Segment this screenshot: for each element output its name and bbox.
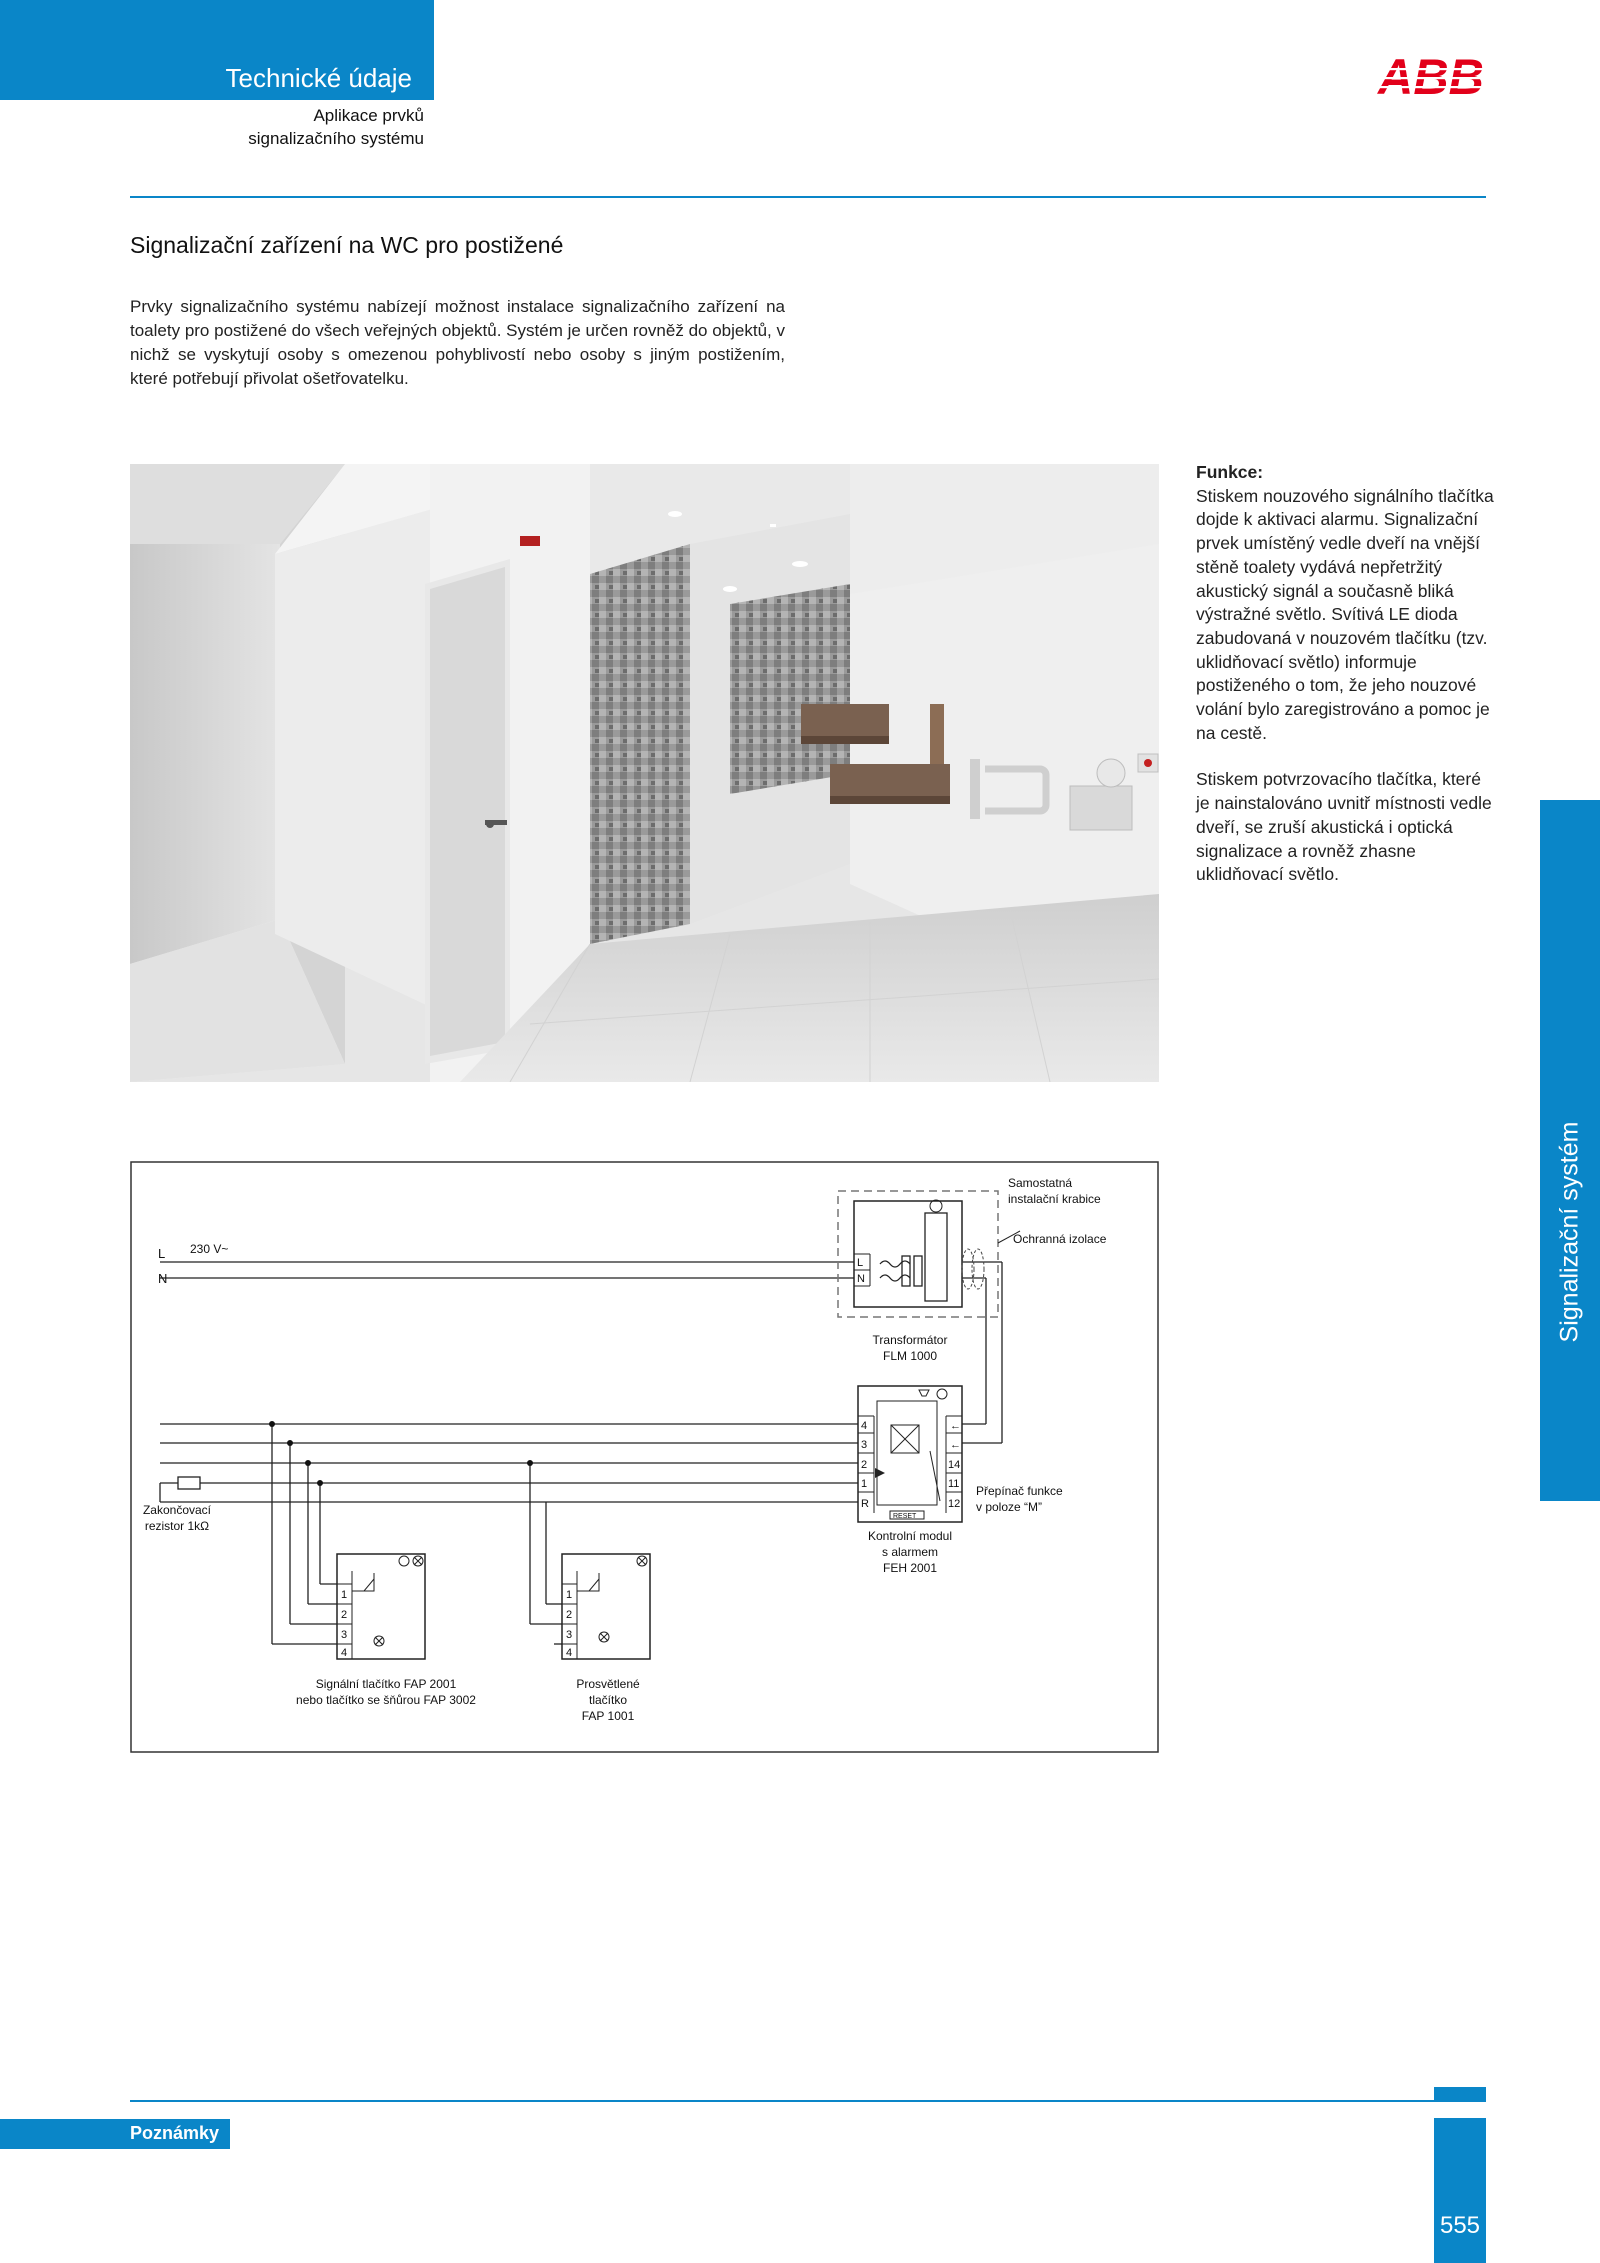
header-tab (0, 0, 434, 100)
header-subtitle-line2: signalizačního systému (248, 129, 424, 148)
top-rule (130, 196, 1486, 198)
bottom-rule-marker (1434, 2087, 1486, 2101)
module-term-4: 4 (861, 1420, 868, 1432)
header-subtitle (180, 104, 424, 150)
module-term-12: 12 (948, 1498, 961, 1510)
page-number-tab (1434, 2118, 1486, 2263)
side-tab-text: Signalizační systém (1555, 1121, 1584, 1343)
side-tab-label (1540, 800, 1600, 1501)
voltage-label: 230 V~ (190, 1242, 229, 1256)
module-term-3: 3 (861, 1439, 868, 1451)
button1-label-1: Signální tlačítko FAP 2001 (315, 1677, 457, 1691)
bottom-rule (130, 2100, 1486, 2102)
btn1-term-1: 1 (341, 1589, 348, 1601)
resistor-label-2: rezistor 1kΩ (144, 1519, 210, 1533)
wc-illustration (130, 464, 1159, 1082)
btn1-term-4: 4 (341, 1647, 348, 1659)
module-label-1: Kontrolní modul (867, 1529, 953, 1543)
resistor-label-1: Zakončovací (142, 1503, 212, 1517)
header-title: Technické údaje (225, 63, 412, 93)
btn2-term-1: 1 (566, 1589, 573, 1601)
page-number: 555 (1439, 2212, 1481, 2239)
abb-logo (1376, 54, 1486, 100)
module-label-3: FEH 2001 (882, 1561, 938, 1575)
module-term-R: R (861, 1498, 869, 1510)
wiring-diagram (130, 1161, 1159, 1753)
btn2-term-4: 4 (566, 1647, 573, 1659)
btn1-term-3: 3 (341, 1629, 348, 1641)
module-term-1: 1 (861, 1478, 868, 1490)
section-title: Signalizační zařízení na WC pro postižené (130, 232, 564, 258)
header-subtitle-line1: Aplikace prvků (313, 106, 424, 125)
function-heading: Funkce: (1196, 462, 1264, 482)
button2-label-3: FAP 1001 (581, 1709, 635, 1723)
transformer-label-1: Transformátor (872, 1333, 948, 1347)
box-label-2: instalační krabice (1008, 1192, 1101, 1206)
module-term-11: 11 (948, 1478, 960, 1490)
insulation-label: Ochranná izolace (1013, 1232, 1107, 1246)
reset-label: RESET (893, 1513, 917, 1520)
button2-label-2: tlačítko (588, 1693, 628, 1707)
function-paragraph-1: Stiskem nouzového signálního tlačítka dojde k aktivaci alarmu. Signalizační prvek umístěný vedle dveří na vnější stěně toalety vydává nepřetržitý akustický signál a současně bliká výstražné světlo. Svítivá LE dioda zabudovaná v nouzovém tlačítku (tzv. uklidňovací světlo) informuje postiženého o tom, že jeho nouzové volání bylo zaregistrováno a pomoc je na cestě. (1196, 485, 1494, 743)
switch-label-1: Přepínač funkce (976, 1484, 1063, 1498)
button1-label-2: nebo tlačítko se šňůrou FAP 3002 (296, 1693, 476, 1707)
svg-text:←: ← (950, 1420, 961, 1432)
function-block (1196, 461, 1496, 887)
trafo-terminal-L: L (857, 1257, 864, 1269)
button2-label-1: Prosvětlené (576, 1677, 640, 1691)
btn1-term-2: 2 (341, 1609, 348, 1621)
module-term-14: 14 (948, 1459, 961, 1471)
box-label-1: Samostatná (1008, 1176, 1073, 1190)
notes-label: Poznámky (130, 2123, 220, 2143)
label-L: L (158, 1246, 166, 1261)
intro-paragraph: Prvky signalizačního systému nabízejí možnost instalace signalizačního zařízení na toalety pro postižené do všech veřejných objektů. Systém je určen rovněž do objektů, v nichž se vyskytují osoby s omezenou pohyblivostí nebo osoby s jiným postižením, které potřebují přivolat ošetřovatelku. (130, 297, 785, 388)
btn2-term-2: 2 (566, 1609, 573, 1621)
function-paragraph-2: Stiskem potvrzovacího tlačítka, které je nainstalováno uvnitř místnosti vedle dveří, se zruší akustická i optická signalizace a rovněž zhasne uklidňovací světlo. (1196, 769, 1492, 885)
trafo-terminal-N: N (857, 1273, 865, 1285)
btn2-term-3: 3 (566, 1629, 573, 1641)
label-N: N (158, 1271, 168, 1286)
module-label-2: s alarmem (881, 1545, 939, 1559)
switch-label-2: v poloze “M” (976, 1500, 1043, 1514)
module-term-2: 2 (861, 1459, 868, 1471)
transformer-label-2: FLM 1000 (882, 1349, 938, 1363)
svg-text:←: ← (950, 1439, 961, 1451)
